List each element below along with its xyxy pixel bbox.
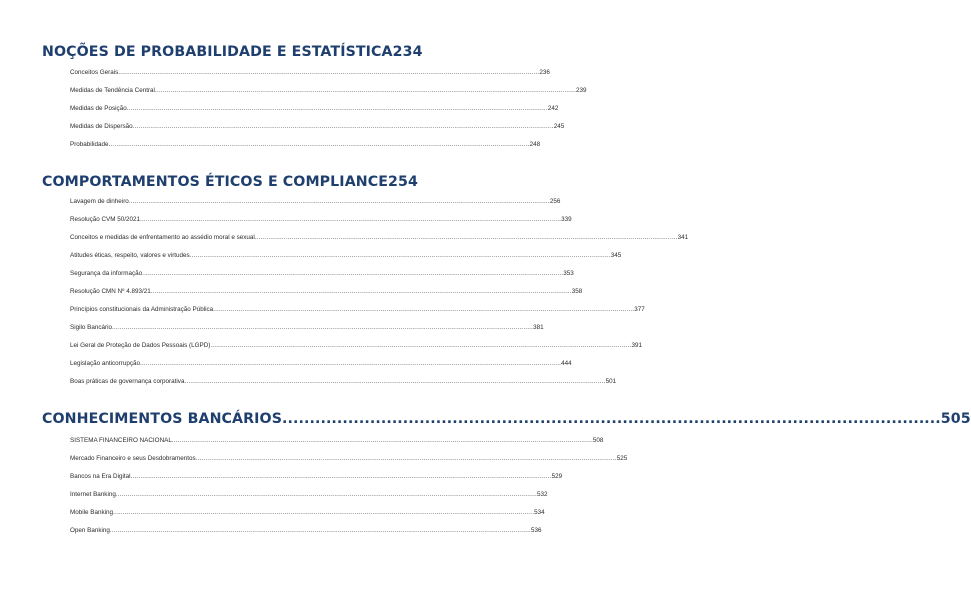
toc-entry[interactable] xyxy=(70,282,583,300)
dot-leader xyxy=(142,270,563,277)
toc-entry[interactable] xyxy=(70,336,642,354)
entry-page-number: 391 xyxy=(631,341,642,349)
dot-leader xyxy=(131,473,552,480)
entry-label: Lei Geral de Proteção de Dados Pessoais (LGPD) xyxy=(70,341,211,349)
entry-page-number: 248 xyxy=(529,140,541,148)
section-title: COMPORTAMENTOS ÉTICOS E COMPLIANCE xyxy=(42,174,389,190)
entry-label: Medidas de Posição xyxy=(70,104,127,112)
dot-leader xyxy=(257,234,678,241)
dot-leader xyxy=(151,288,572,295)
entry-label: Conceitos e medidas de enfrentamento ao assédio moral e sexual. xyxy=(70,233,257,241)
toc-entry[interactable] xyxy=(70,117,565,135)
section-page-number: 254 xyxy=(388,174,418,190)
dot-leader xyxy=(155,87,576,94)
section-heading[interactable] xyxy=(42,38,423,60)
entry-label: Boas práticas de governança corporativa xyxy=(70,377,185,385)
toc-entry[interactable] xyxy=(70,318,544,336)
entry-label: SISTEMA FINANCEIRO NACIONAL xyxy=(70,436,172,444)
toc-entry[interactable] xyxy=(70,354,572,372)
dot-leader xyxy=(190,252,611,259)
toc-entry[interactable] xyxy=(70,228,689,246)
section-heading[interactable] xyxy=(42,405,971,427)
section-page-number: 505 xyxy=(940,411,971,427)
entry-page-number: 532 xyxy=(536,490,548,498)
entry-page-number: 242 xyxy=(547,104,559,112)
entry-page-number: 239 xyxy=(576,86,587,94)
entry-page-number: 341 xyxy=(677,233,689,241)
dot-leader xyxy=(109,141,530,148)
entry-label: Princípios constitucionais da Administração Pública xyxy=(70,305,214,313)
entry-label: Segurança da informação xyxy=(70,269,143,277)
entry-page-number: 534 xyxy=(534,508,545,516)
entry-page-number: 377 xyxy=(634,305,645,313)
toc-entry[interactable] xyxy=(70,372,617,390)
entry-label: Sigilo Bancário xyxy=(70,323,113,331)
entry-label: Mercado Financeiro e seus Desdobramentos xyxy=(70,454,196,462)
dot-leader xyxy=(184,378,605,385)
toc-entry[interactable] xyxy=(70,521,542,539)
entry-list xyxy=(70,192,689,390)
entry-label: Medidas de Dispersão xyxy=(70,122,133,130)
toc-entry[interactable] xyxy=(70,246,622,264)
toc-entry[interactable] xyxy=(70,264,574,282)
toc-entry[interactable] xyxy=(70,99,559,117)
section-heading[interactable] xyxy=(42,168,418,190)
toc-entry[interactable] xyxy=(70,300,645,318)
dot-leader xyxy=(113,509,534,516)
dot-leader xyxy=(140,216,561,223)
section-title: CONHECIMENTOS BANCÁRIOS xyxy=(42,411,283,427)
entry-page-number: 345 xyxy=(610,251,622,259)
dot-leader xyxy=(116,491,537,498)
dot-leader xyxy=(196,455,617,462)
toc-entry[interactable] xyxy=(70,63,550,81)
dot-leader xyxy=(213,306,634,313)
dot-leader xyxy=(140,360,561,367)
entry-list xyxy=(70,63,587,153)
toc-entry[interactable] xyxy=(70,431,604,449)
entry-page-number: 501 xyxy=(605,377,617,385)
dot-leader xyxy=(118,69,539,76)
dot-leader xyxy=(112,324,533,331)
dot-leader xyxy=(282,411,941,427)
entry-label: Medidas de Tendência Central xyxy=(70,86,155,94)
entry-page-number: 339 xyxy=(561,215,572,223)
toc-entry[interactable] xyxy=(70,449,628,467)
entry-label: Bancos na Era Digital xyxy=(70,472,131,480)
dot-leader xyxy=(129,198,550,205)
dot-leader xyxy=(110,527,531,534)
entry-label: Probabilidade xyxy=(70,140,109,148)
toc-entry[interactable] xyxy=(70,485,548,503)
entry-page-number: 444 xyxy=(561,359,572,367)
dot-leader xyxy=(127,105,548,112)
toc-entry[interactable] xyxy=(70,210,572,228)
entry-page-number: 353 xyxy=(563,269,574,277)
toc-entry[interactable] xyxy=(70,467,563,485)
entry-label: Resolução CVM 50/2021 xyxy=(70,215,141,223)
dot-leader xyxy=(172,437,593,444)
entry-label: Resolução CMN Nº 4.893/21 xyxy=(70,287,151,295)
entry-page-number: 256 xyxy=(549,197,561,205)
dot-leader xyxy=(210,342,631,349)
toc-entry[interactable] xyxy=(70,503,545,521)
entry-page-number: 358 xyxy=(571,287,583,295)
section-title: NOÇÕES DE PROBABILIDADE E ESTATÍSTICA xyxy=(42,44,393,60)
entry-page-number: 245 xyxy=(553,122,565,130)
entry-page-number: 529 xyxy=(551,472,563,480)
toc-entry[interactable] xyxy=(70,192,561,210)
entry-page-number: 381 xyxy=(533,323,544,331)
dot-leader xyxy=(133,123,554,130)
toc-entry[interactable] xyxy=(70,135,541,153)
entry-page-number: 508 xyxy=(592,436,604,444)
entry-label: Lavagem de dinheiro xyxy=(70,197,129,205)
entry-page-number: 525 xyxy=(616,454,628,462)
entry-page-number: 236 xyxy=(539,68,550,76)
entry-label: Internet Banking xyxy=(70,490,116,498)
entry-page-number: 536 xyxy=(531,526,542,534)
entry-label: Mobile Banking xyxy=(70,508,114,516)
section-page-number: 234 xyxy=(392,44,423,60)
entry-label: Legislação anticorrupção xyxy=(70,359,141,367)
toc-entry[interactable] xyxy=(70,81,587,99)
entry-label: Atitudes éticas, respeito, valores e virtudes xyxy=(70,251,190,259)
entry-list xyxy=(70,431,628,539)
entry-label: Open Banking xyxy=(70,526,110,534)
entry-label: Conceitos Gerais xyxy=(70,68,119,76)
